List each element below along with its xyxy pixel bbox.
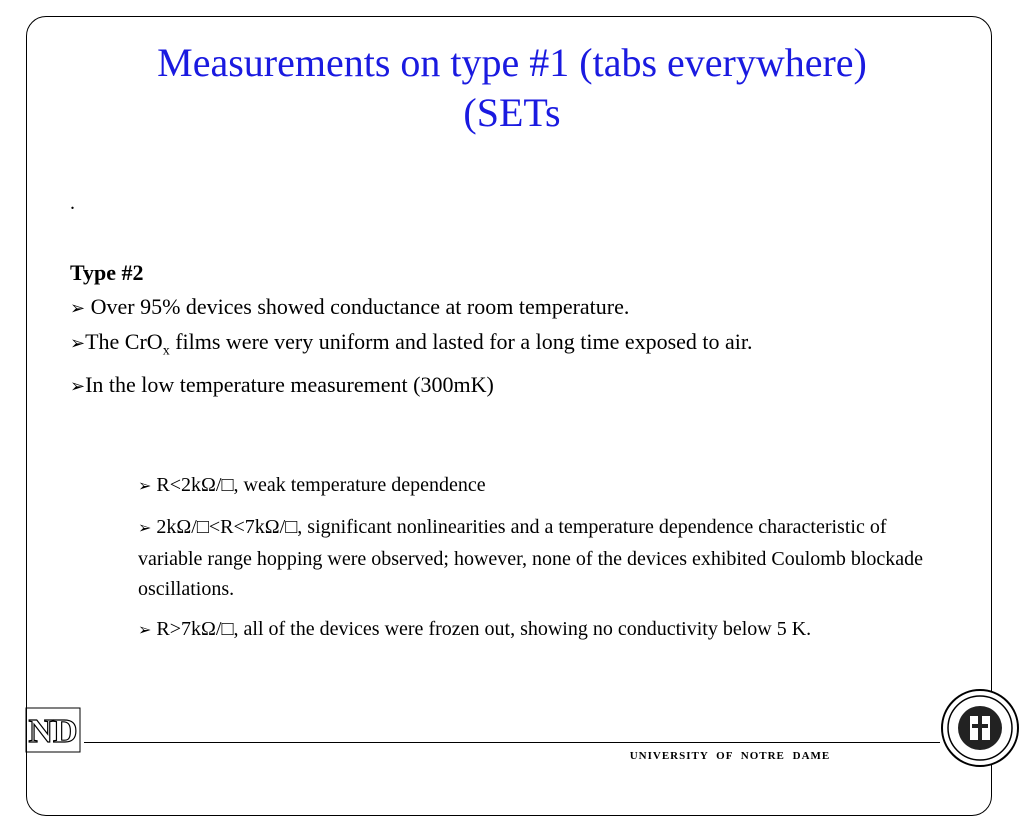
sub-bullet-item	[138, 470, 944, 502]
sub-bullet-text: R<2kΩ/□, weak temperature dependence	[151, 474, 486, 496]
main-content	[70, 256, 970, 403]
arrow-bullet-icon: ➢	[138, 520, 152, 537]
sub-bullet-text: 2kΩ/□<R<7kΩ/□, significant nonlinearities and a temperature dependence characteristic of variable range hopping were observed; however, none of the devices exhibited Coulomb blockade oscillations.	[138, 516, 924, 600]
sub-bullet-item	[138, 614, 944, 646]
sub-bullet-text: R>7kΩ/□, all of the devices were frozen out, showing no conductivity below 5 K.	[151, 618, 812, 640]
arrow-bullet-icon: ➢	[70, 298, 86, 318]
title-line-2: (SETs	[463, 90, 561, 135]
university-seal-logo	[940, 688, 1020, 768]
sub-bullet-item	[138, 512, 944, 604]
sub-bullet-list	[138, 470, 944, 656]
footer-university-name: UNIVERSITY OF NOTRE DAME	[629, 750, 831, 762]
bullet-text: In the low temperature measurement (300mK)	[85, 372, 494, 398]
stray-dot: .	[70, 192, 75, 214]
arrow-bullet-icon: ➢	[70, 376, 86, 397]
slide-title	[60, 38, 964, 138]
svg-text:ND: ND	[28, 713, 78, 750]
arrow-bullet-icon: ➢	[70, 333, 86, 353]
type-heading: Type #2	[70, 260, 144, 285]
bullet-text: Over 95% devices showed conductance at room temperature.	[85, 294, 630, 319]
bullet-item	[70, 325, 970, 368]
subscript-x: x	[162, 343, 170, 359]
bullet-item	[70, 290, 970, 325]
title-line-1: Measurements on type #1 (tabs everywhere)	[157, 40, 867, 85]
bullet-text: films were very uniform and lasted for a long time exposed to air.	[169, 329, 753, 354]
bullet-text: The CrO	[85, 329, 163, 354]
bullet-item	[70, 368, 970, 403]
nd-monogram-logo	[24, 700, 82, 758]
arrow-bullet-icon: ➢	[138, 478, 152, 495]
arrow-bullet-icon: ➢	[138, 622, 152, 639]
footer-rule	[84, 742, 940, 743]
